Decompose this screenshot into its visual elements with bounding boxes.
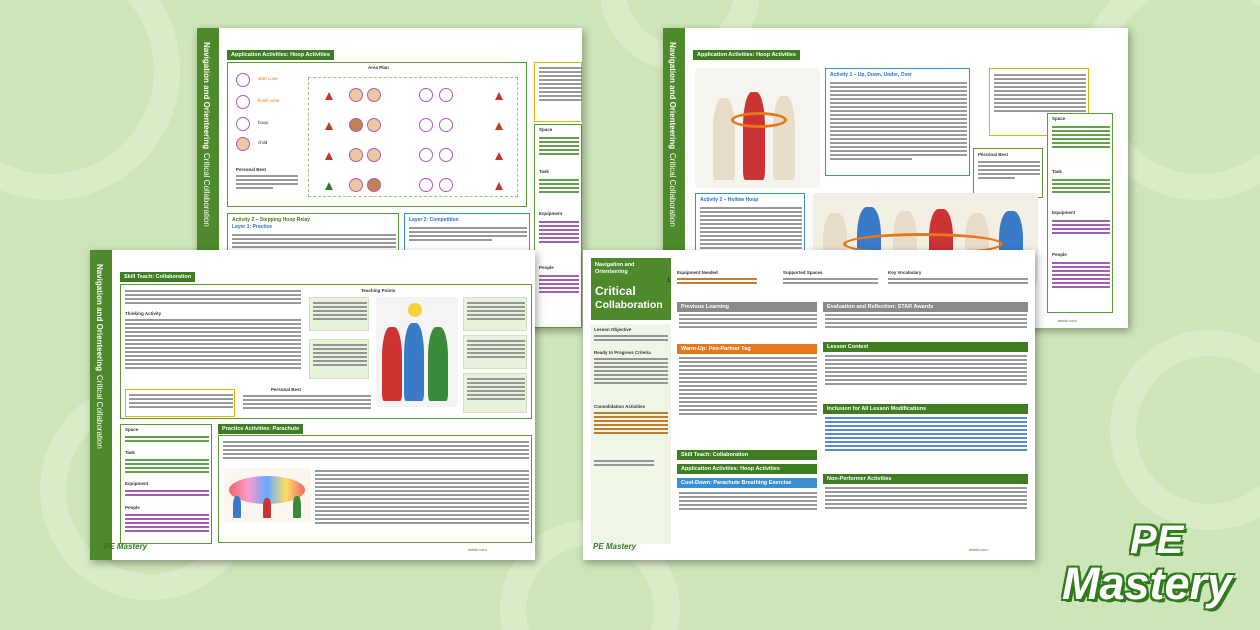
people-label: People [125,505,140,510]
key-vocabulary-text [888,276,1028,290]
space-label: Space [1052,116,1066,121]
footer-url: twinkl.com [1058,318,1077,323]
layer2-title: Layer 2: Competition [409,217,459,223]
people-label: People [539,265,554,270]
practice-box [218,435,532,543]
equipment-text [1052,218,1110,246]
huddle-photo [376,297,458,407]
inclusion-heading: Inclusion for All Lesson Modifications [823,404,1028,414]
step-box [1047,113,1113,313]
band-subtitle: Critical Collaboration [95,375,104,449]
space-label: Space [539,127,553,132]
equipment-label: Equipment [1052,210,1076,215]
ready-to-progress-label: Ready to Progress Criteria [594,350,651,355]
supported-spaces-text [783,276,878,290]
cone-icon [325,182,333,190]
task-label: Task [539,169,549,174]
skill-teach-heading: Skill Teach: Collaboration [677,450,817,460]
cone-icon [495,122,503,130]
lesson-context-text [825,353,1027,401]
logo-mastery: Mastery [1062,558,1233,609]
footer-logo: PE Mastery [104,542,148,551]
thinking-activity-label: Thinking Activity [125,311,162,316]
key-vocabulary-label: Key Vocabulary [888,270,922,275]
equipment-needed-label: Equipment Needed [677,270,718,275]
people-text [539,273,579,313]
hoop-icon [349,178,363,192]
task-label: Task [125,450,135,455]
top-title: Navigation and Orienteering [595,262,635,275]
lesson-number: 1 [667,278,671,284]
hoop-icon [367,178,381,192]
hoop-icon [367,118,381,132]
hoop-icon [419,118,433,132]
band-subtitle: Critical Collaboration [202,153,211,227]
section-heading: Skill Teach: Collaboration [120,272,195,282]
hoop-icon [349,118,363,132]
teaching-point-3 [463,297,527,331]
cone-icon [325,92,333,100]
cone-icon [325,152,333,160]
area-plan-title: Area Plan [368,65,389,70]
space-label: Space [125,427,139,432]
teaching-point-4 [463,335,527,369]
activity1-text [830,80,967,176]
sheet-bottom-left [90,250,535,560]
layer1-title: Layer 1: Practice [232,224,273,230]
footer-logo: PE Mastery [593,542,637,551]
step-box [534,124,582,328]
big-title-line1: Critical [595,284,636,298]
hoop-icon [349,148,363,162]
progression-text [594,458,654,470]
personal-best-text [978,159,1040,195]
ready-to-progress-text [594,356,668,396]
lesson-objective-label: Lesson Objective [594,327,632,332]
lesson-context-heading: Lesson Context [823,342,1028,352]
personal-best-label: Personal Best [271,387,302,392]
teaching-point-5 [463,373,527,413]
non-performer-heading: Non-Performer Activities [823,474,1028,484]
legend-finish [236,95,250,109]
evaluation-text [825,312,1027,340]
practice-intro [223,439,529,467]
band-title: Navigation and Orienteering [668,42,677,150]
parachute-photo [223,468,311,522]
footer-url: twinkl.com [468,547,487,552]
skill-teach-box [120,284,532,419]
hoop-icon [367,148,381,162]
area-plan-box [227,62,527,207]
band-title: Navigation and Orienteering [95,264,104,372]
teaching-point-1 [309,297,369,331]
inclusion-text [825,415,1027,469]
teaching-point-2 [309,339,369,379]
hoop-icon [439,88,453,102]
logo-pe: PE [1130,518,1184,562]
cone-icon [495,92,503,100]
hoop-icon [439,118,453,132]
cool-down-heading: Cool-Down: Parachute Breathing Exercise [677,478,817,488]
evaluation-heading: Evaluation and Reflection: STAR Awards [823,302,1028,312]
sheet-bottom-right [583,250,1035,560]
hoop-icon [439,148,453,162]
step-box [120,424,212,544]
application-heading: Application Activities: Hoop Activities [677,464,817,474]
title-panel [591,258,671,320]
practice-text [315,468,529,540]
pe-mastery-logo [1062,518,1252,623]
people-text [1052,260,1110,310]
space-text [539,135,579,165]
activity2-title: Activity 2 – Stepping Hoop Relay [232,217,311,223]
equipment-label: Equipment [125,481,149,486]
personal-best-text [243,393,371,417]
equipment-label: Equipment [539,211,563,216]
hoop-icon [439,178,453,192]
thinking-activity-text [125,317,301,385]
tips-box [125,389,235,417]
task-label: Task [1052,169,1062,174]
big-title-line2: Collaboration [595,299,663,311]
tips-box [534,62,582,122]
legend-start-cone: start cone [258,76,278,81]
area-plan-grid [308,77,518,197]
skill-teach-intro [125,288,301,308]
legend-child-icon [236,137,250,151]
hoop-icon [419,178,433,192]
lesson-objective-text [594,333,668,347]
equipment-needed-text [677,276,757,290]
personal-best-text [236,173,298,199]
tips-text [539,65,582,119]
hoop-icon [419,148,433,162]
non-performer-text [825,485,1027,525]
hoop-icon [367,88,381,102]
previous-learning-heading: Previous Learning [677,302,817,312]
left-column [591,324,671,544]
warm-up-text [679,355,817,447]
warm-up-heading: Warm-Up: Pen-Partner Tag [677,344,817,354]
hoop-icon [419,88,433,102]
cone-icon [325,122,333,130]
cool-down-text [679,490,817,524]
activity1-title: Activity 1 – Up, Down, Under, Over [830,72,912,78]
layer2-text [409,225,527,247]
people-text [125,512,209,542]
personal-best-label: Personal Best [978,152,1009,157]
legend-hoop: hoop [258,120,269,125]
task-text [125,457,209,479]
consolidation-label: Consolidation Activities [594,404,646,409]
personal-best-box [973,148,1043,198]
cone-icon [495,152,503,160]
cone-icon [495,182,503,190]
task-text [1052,177,1110,205]
space-text [125,434,209,448]
sheet-band [90,250,112,560]
practice-heading: Practice Activities: Parachute [218,424,303,434]
consolidation-text [594,410,668,450]
legend-cone [236,73,250,87]
legend-child: child [258,140,268,145]
hoop-photo [695,68,820,188]
section-heading: Application Activities: Hoop Activities [227,50,334,60]
activity1-box [825,68,970,176]
supported-spaces-label: Supported Spaces [783,270,823,275]
legend-hoop-icon [236,117,250,131]
band-subtitle: Critical Collaboration [668,153,677,227]
section-heading: Application Activities: Hoop Activities [693,50,800,60]
legend-finish-cone: finish cone [258,98,280,103]
equipment-text [539,219,579,259]
space-text [1052,124,1110,164]
people-label: People [1052,252,1067,257]
hoop-icon [349,88,363,102]
task-text [539,177,579,207]
previous-learning-text [679,312,817,340]
activity2-title: Activity 2 – Hollow Hoop [700,197,759,203]
band-title: Navigation and Orienteering [202,42,211,150]
teaching-points-label: Teaching Points [361,288,396,293]
equipment-text [125,488,209,502]
footer-url: twinkl.com [969,547,988,552]
personal-best-label: Personal Best [236,167,267,172]
